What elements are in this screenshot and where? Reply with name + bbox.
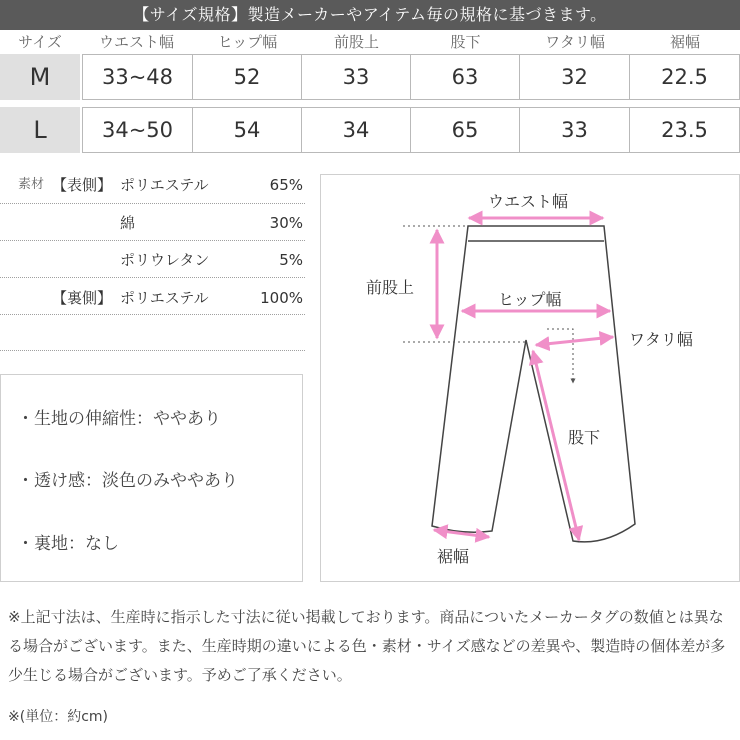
cell-m-inseam: 63: [410, 54, 520, 100]
header-waist: ウエスト幅: [98, 33, 174, 51]
material-name-1: ポリエステル: [120, 176, 209, 194]
fabric-features-box: [0, 374, 303, 582]
cell-m-waist: 33~48: [82, 54, 193, 100]
header-thigh: ワタリ幅: [545, 33, 605, 51]
divider: [0, 350, 305, 351]
cell-m-hem: 22.5: [629, 54, 740, 100]
header-inseam: 股下: [450, 33, 481, 51]
label-inseam: 股下: [568, 428, 601, 447]
header-hem: 裾幅: [669, 33, 700, 51]
size-spec-banner: 【サイズ規格】製造メーカーやアイテム毎の規格に基づきます。: [0, 0, 740, 30]
material-percent-4: 100%: [260, 289, 303, 307]
label-hem: 裾幅: [437, 547, 470, 566]
divider: [0, 203, 305, 204]
divider: [0, 240, 305, 241]
cell-l-thigh: 33: [519, 107, 630, 153]
header-hip: ヒップ幅: [217, 33, 278, 51]
cell-m-thigh: 32: [519, 54, 630, 100]
cell-m-hip: 52: [192, 54, 302, 100]
feature-lining: ・裏地：なし: [17, 534, 119, 554]
material-percent-2: 30%: [269, 214, 303, 232]
cell-l-waist: 34~50: [82, 107, 193, 153]
label-waist: ウエスト幅: [488, 192, 569, 211]
label-hip: ヒップ幅: [498, 290, 562, 309]
material-percent-1: 65%: [269, 176, 303, 194]
material-name-2: 綿: [120, 214, 136, 232]
cell-l-inseam: 65: [410, 107, 520, 153]
divider: [0, 314, 305, 315]
label-front-rise: 前股上: [366, 278, 415, 297]
cell-l-hip: 54: [192, 107, 302, 153]
pants-diagram-svg: [321, 175, 740, 583]
material-percent-3: 5%: [279, 251, 303, 269]
material-part-front: 【表側】: [52, 176, 113, 194]
material-label: 素材: [18, 177, 45, 192]
cell-l-front-rise: 34: [301, 107, 411, 153]
material-name-3: ポリウレタン: [120, 251, 210, 269]
divider: [0, 277, 305, 278]
size-m-label: M: [0, 54, 80, 100]
cell-l-hem: 23.5: [629, 107, 740, 153]
pants-measurement-diagram: [320, 174, 740, 582]
label-thigh: ワタリ幅: [629, 330, 693, 349]
cell-m-front-rise: 33: [301, 54, 411, 100]
unit-note: ※(単位：約cm): [8, 709, 108, 725]
pants-outline: [432, 226, 635, 542]
material-name-4: ポリエステル: [120, 289, 209, 307]
disclaimer-note: ※上記寸法は、生産時に指示した寸法に従い掲載しております。商品についたメーカータグの数値とは異なる場合がございます。また、生産時期の違いによる色・素材・サイズ感などの差異や、製造時の個体差が多少生じる場合がございます。予めご了承ください。: [8, 608, 726, 684]
size-l-label: L: [0, 107, 80, 153]
header-front-rise: 前股上: [333, 33, 379, 51]
material-part-back: 【裏側】: [52, 289, 113, 307]
feature-stretch: ・生地の伸縮性：ややあり: [17, 409, 221, 429]
header-size: サイズ: [18, 33, 62, 51]
feature-sheerness: ・透け感：淡色のみややあり: [17, 471, 238, 491]
